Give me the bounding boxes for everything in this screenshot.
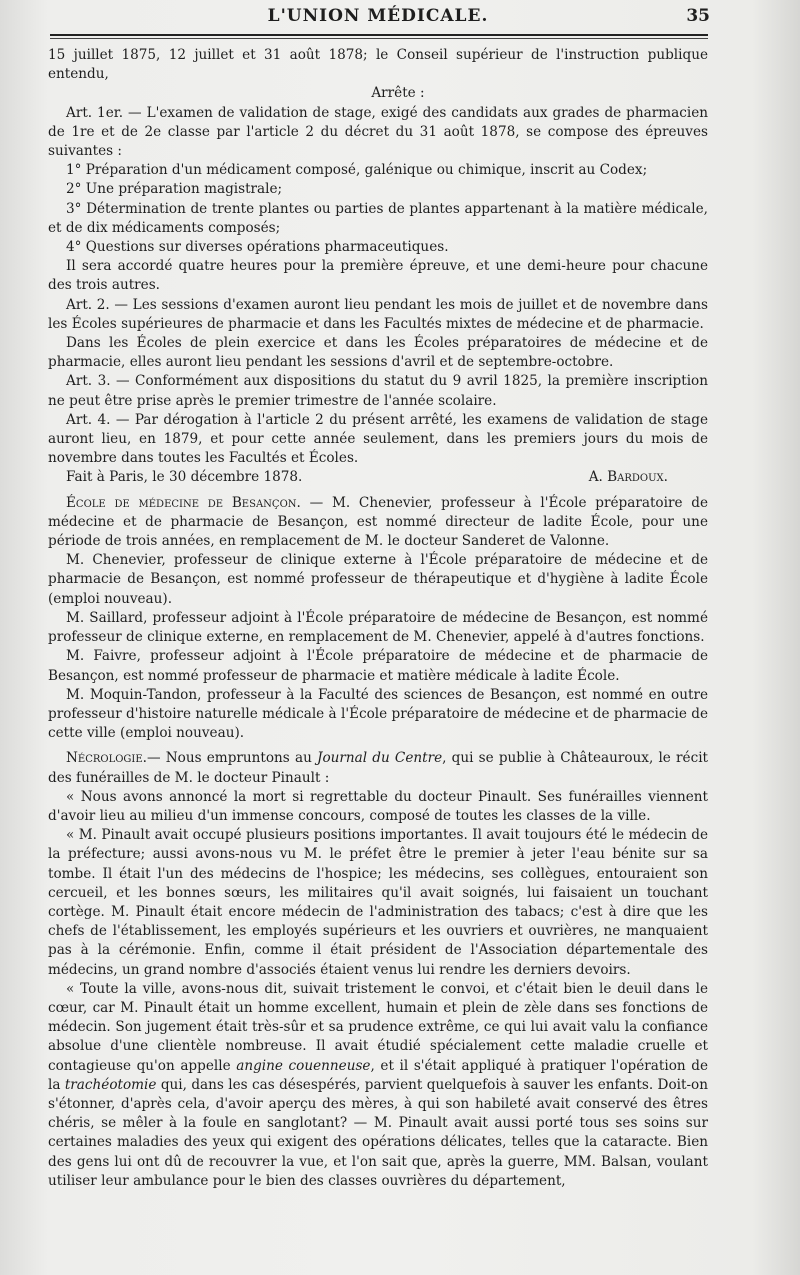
exam-item-1: 1° Préparation d'un médicament composé, galénique ou chimique, inscrit au Codex; bbox=[66, 162, 648, 179]
exam-hours: Il sera accordé quatre heures pour la première épreuve, et une demi-heure pour chacune des trois autres. bbox=[48, 258, 708, 294]
besancon-paragraph-5: M. Moquin-Tandon, professeur à la Faculté des sciences de Besançon, est nommé en outre professeur d'histoire naturelle médicale à l'École préparatoire de médecine et de pharmacie de cette ville (emploi nouveau). bbox=[48, 686, 708, 742]
exam-item-4: 4° Questions sur diverses opérations pharmaceutiques. bbox=[66, 239, 449, 256]
quote-paragraph-3 bbox=[48, 980, 708, 1191]
article-3: Art. 3. — Conformément aux dispositions du statut du 9 avril 1825, la première inscription ne peut être prise après le premier trimestre de l'année scolaire. bbox=[48, 373, 708, 409]
article-body bbox=[48, 46, 708, 1191]
quote-paragraph-1: « Nous avons annoncé la mort si regrettable du docteur Pinault. Ses funérailles viennent d'avoir lieu au milieu d'un immense concours, composé de toutes les classes de la ville. bbox=[48, 788, 708, 824]
necrologie-intro-b: , qui se publie à Châteauroux, le récit des funérailles de M. le docteur Pinault : bbox=[48, 750, 709, 786]
running-title: L'UNION MÉDICALE. bbox=[267, 6, 489, 26]
article-2-continued: Dans les Écoles de plein exercice et dans les Écoles préparatoires de médecine et de pharmacie, elles auront lieu pendant les sessions d'avril et de septembre-octobre. bbox=[48, 335, 708, 371]
besancon-paragraph-4: M. Faivre, professeur adjoint à l'École préparatoire de médecine et de pharmacie de Besançon, est nommé professeur de pharmacie et matière médicale à ladite École. bbox=[48, 648, 708, 684]
arrete-label: Arrête : bbox=[371, 85, 425, 102]
exam-item-3: 3° Détermination de trente plantes ou parties de plantes appartenant à la matière médicale, et de dix médicaments composés; bbox=[48, 200, 708, 236]
exam-item-2: 2° Une préparation magistrale; bbox=[66, 181, 283, 198]
article-4: Art. 4. — Par dérogation à l'article 2 du présent arrêté, les examens de validation de stage auront lieu, en 1879, et pour cette année seulement, dans les premiers jours du mois de novembre dans toutes les Facultés et Écoles. bbox=[48, 411, 708, 467]
signed-name: A. Bardoux. bbox=[588, 469, 668, 486]
angine-term: angine couenneuse bbox=[236, 1057, 371, 1074]
article-2: Art. 2. — Les sessions d'examen auront lieu pendant les mois de juillet et de novembre dans les Écoles supérieures de pharmacie et dans les Facultés mixtes de médecine et de pharmacie. bbox=[48, 296, 708, 332]
tracheotomie-term: trachéotomie bbox=[64, 1076, 157, 1093]
quote-3c: qui, dans les cas désespérés, parvient quelquefois à sauver les enfants. Doit-on s'étonner, d'après cela, d'avoir aperçu des mères, à qui son habileté avait conservé des êtres chéris, se mêler à la foule en sanglotant? — M. Pinault avait aussi porté tous ses soins sur certaines maladies des yeux qui exigent des opérations délicates, telles que la cataracte. Bien des gens lui ont dû de recouvrer la vue, et l'on sait que, après la guerre, MM. Balsan, voulant utiliser leur ambulance pour le bien des classes ouvrières du département, bbox=[48, 1076, 708, 1189]
besancon-paragraph-2: M. Chenevier, professeur de clinique externe à l'École préparatoire de médecine et de pharmacie de Besançon, est nommé professeur de thérapeutique et d'hygiène à ladite École (emploi nouveau). bbox=[48, 552, 708, 607]
signature-line bbox=[48, 468, 708, 487]
besancon-text-1: — M. Chenevier, professeur à l'École préparatoire de médecine et de pharmacie de Besançon, est nommé directeur de ladite École, pour une période de trois années, en remplacement de M. le docteur Sanderet de Valonne. bbox=[48, 494, 708, 550]
quote-3a: « Toute la ville, avons-nous dit, suivait tristement le convoi, et c'était bien le deuil dans le cœur, car M. Pinault était un homme excellent, humain et plein de zèle dans ses fonctions de médecin. Son jugement était très-sûr et sa prudence extrême, ce qui lui avait valu la confiance absolue d'une clientèle nombreuse. Il avait étudié spécialement cette maladie cruelle et contagieuse qu'on appelle bbox=[48, 980, 708, 1074]
besancon-heading: École de médecine de Besançon. bbox=[66, 494, 301, 511]
journal-name: Journal du Centre bbox=[317, 750, 443, 767]
signed-place-date: Fait à Paris, le 30 décembre 1878. bbox=[66, 469, 303, 486]
besancon-paragraph-1 bbox=[48, 494, 708, 552]
page-header bbox=[48, 4, 708, 34]
header-rule-thin bbox=[50, 38, 708, 39]
necrologie-heading: Nécrologie. bbox=[66, 750, 147, 767]
header-rule bbox=[50, 34, 708, 36]
quote-paragraph-2: « M. Pinault avait occupé plusieurs positions importantes. Il avait toujours été le médecin de la préfecture; aussi avons-nous vu M. le préfet être le premier à jeter l'eau bénite sur sa tombe. Il était l'un des médecins de l'hospice; les médecins, ses collègues, entouraient son cercueil, et les bonnes sœurs, les militaires qu'il avait soignés, lui faisaient un touchant cortège. M. Pinault était encore médecin de l'administration des tabacs; c'est à dire que les chefs de l'établissement, les employés supérieurs et les ouvriers et ouvrières, ne manquaient pas à la cérémonie. Enfin, comme il était président de l'Association départementale des médecins, un grand nombre d'associés étaient venus lui rendre les derniers devoirs. bbox=[48, 827, 708, 978]
arrete-intro: 15 juillet 1875, 12 juillet et 31 août 1878; le Conseil supérieur de l'instruction publique entendu, bbox=[48, 47, 708, 83]
necrologie-intro-a: — Nous empruntons au bbox=[146, 750, 318, 767]
article-1: Art. 1er. — L'examen de validation de stage, exigé des candidats aux grades de pharmacien de 1re et de 2e classe par l'article 2 du décret du 31 août 1878, se compose des épreuves suivantes : bbox=[48, 104, 708, 160]
page-number: 35 bbox=[686, 6, 710, 26]
quote-3b: , et il s'était appliqué à pratiquer l'opération de la bbox=[48, 1057, 708, 1093]
besancon-paragraph-3: M. Saillard, professeur adjoint à l'École préparatoire de médecine de Besançon, est nommé professeur de clinique externe, en remplacement de M. Chenevier, appelé à d'autres fonctions. bbox=[48, 609, 708, 646]
necrologie-intro bbox=[48, 749, 708, 787]
